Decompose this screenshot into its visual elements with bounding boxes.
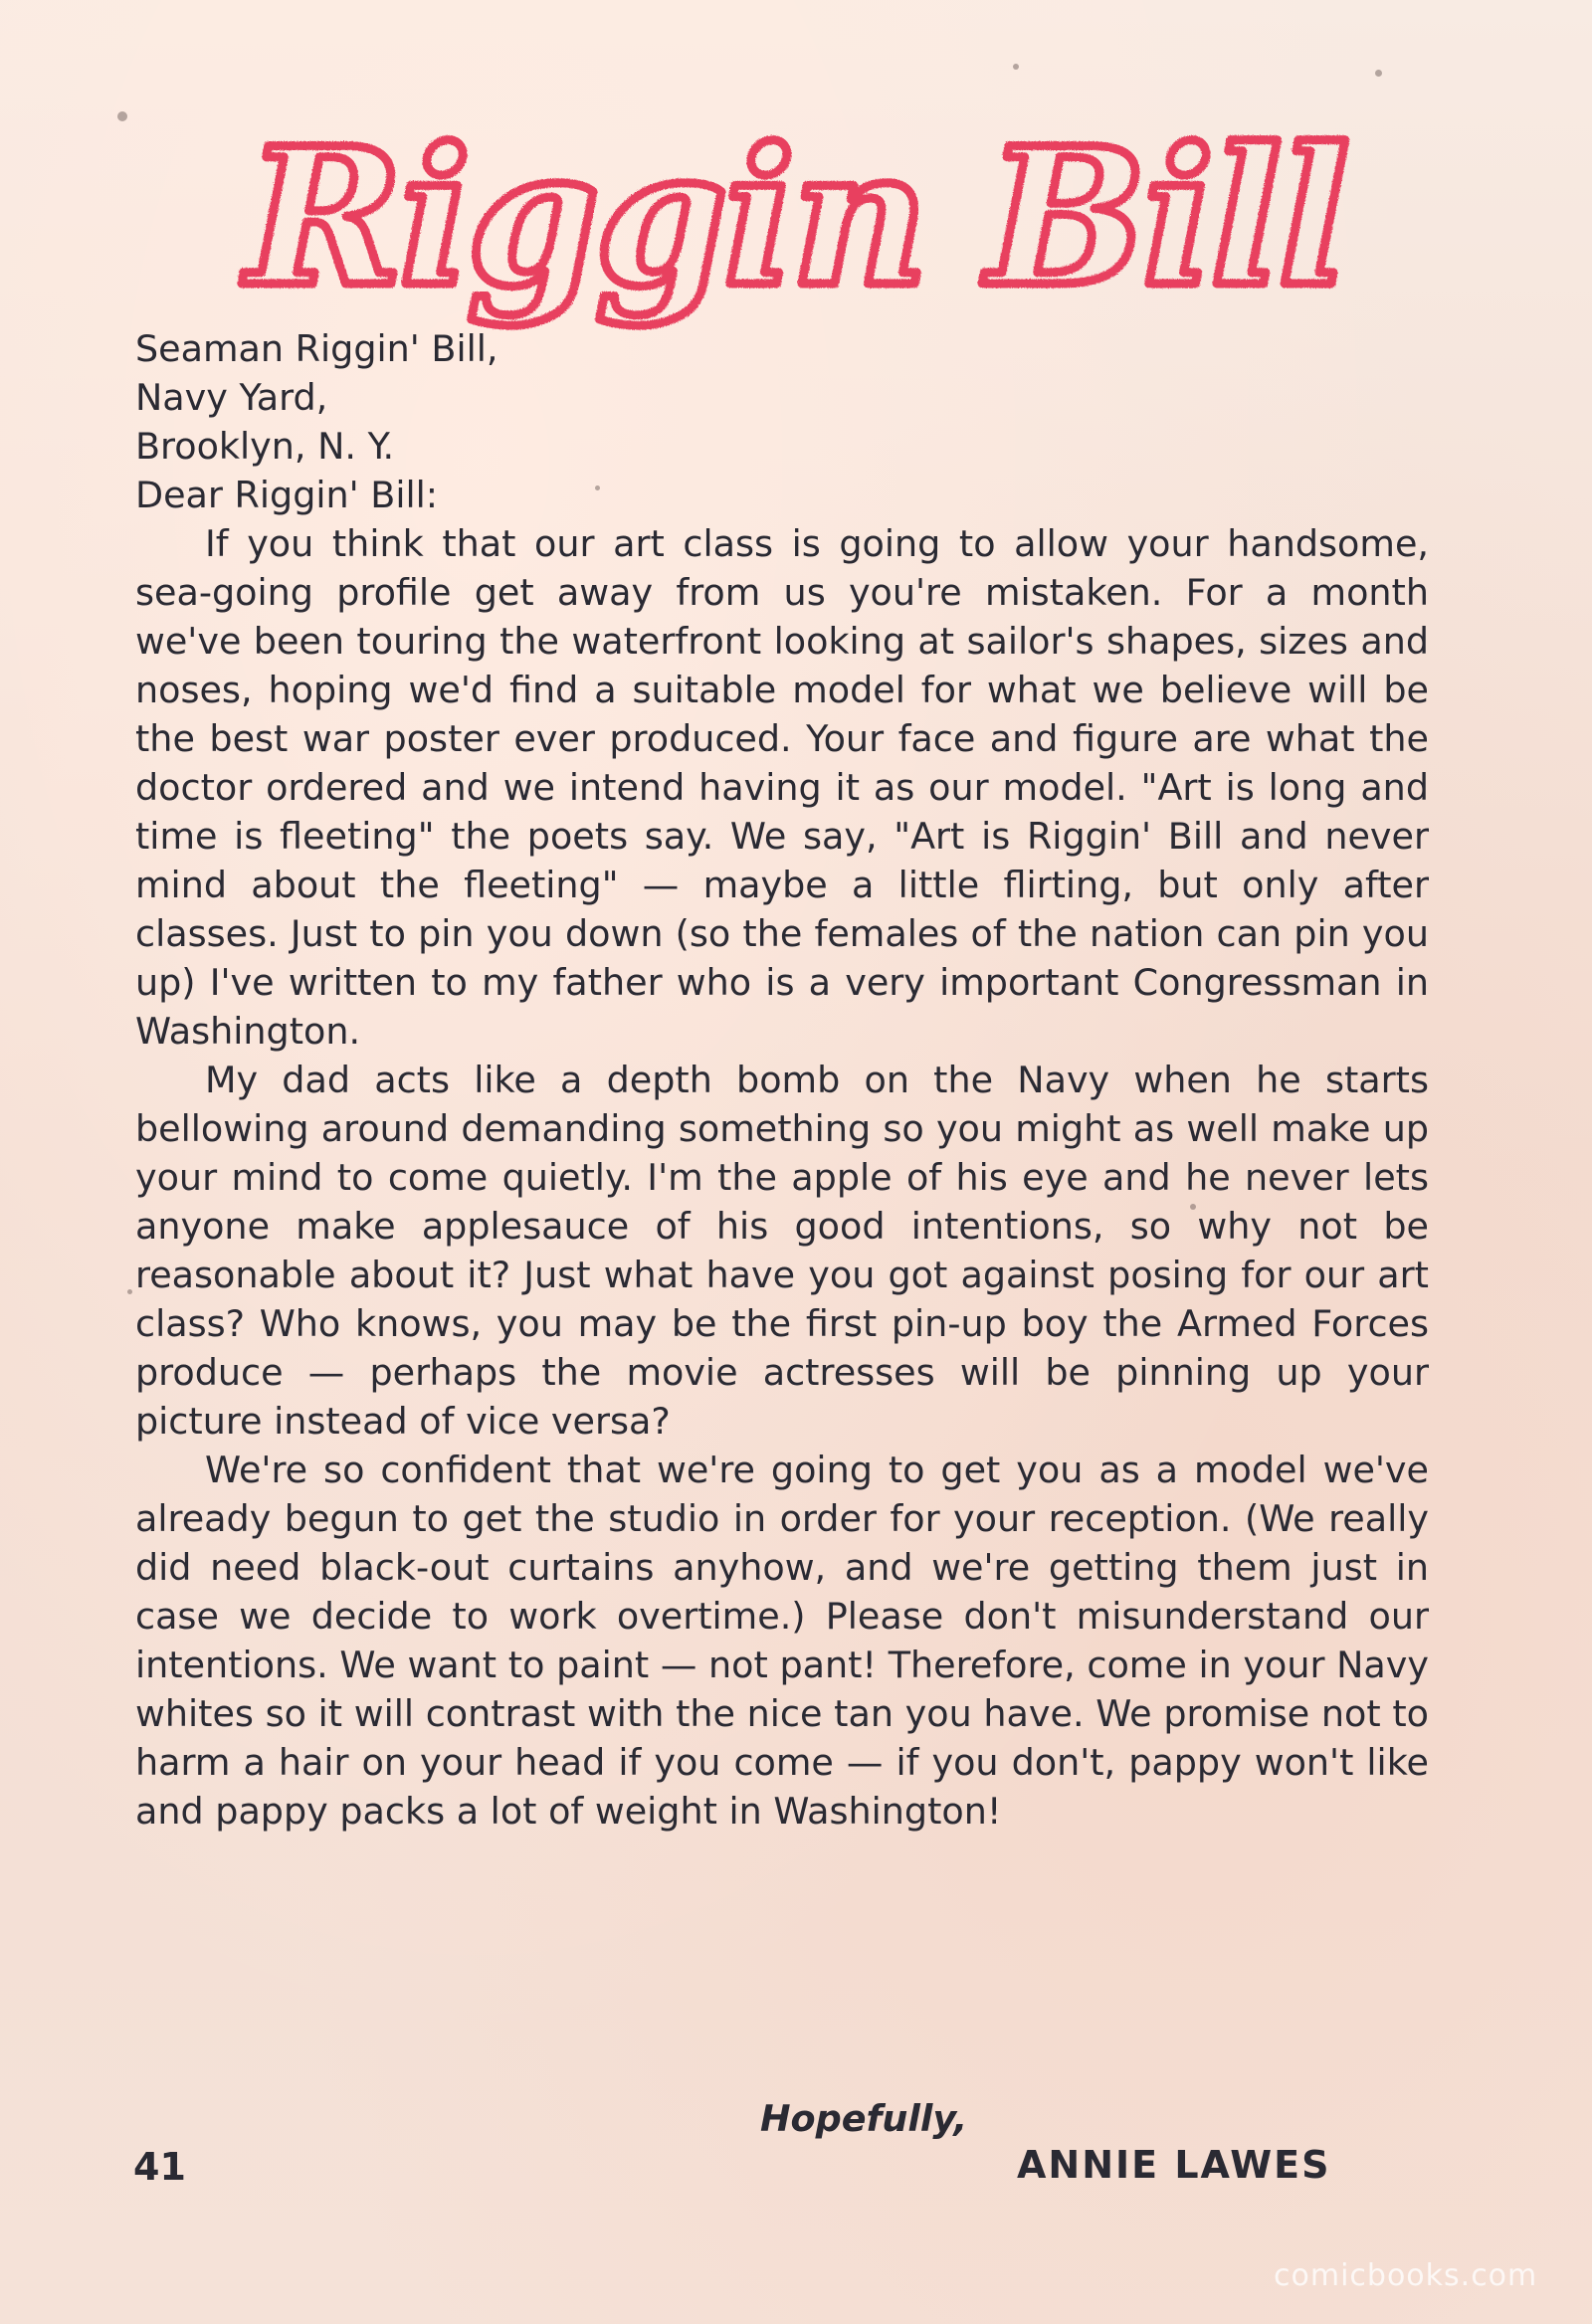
letter — [135, 324, 1429, 1836]
letter-paragraph-1: If you think that our art class is going to allow your handsome, sea-going profile get away from us you're mistaken. For a month we've been touring the waterfront looking at sailor's shapes, sizes and noses, hoping we'd find a suitable model for what we believe will be the best war poster ever produced. Your face and figure are what the doctor ordered and we intend having it as our model. "Art is long and time is fleeting" the poets say. We say, "Art is Riggin' Bill and never mind about the fleeting" — maybe a little flirting, but only after classes. Just to pin you down (so the females of the nation can pin you up) I've written to my father who is a very important Congressman in Washington. — [135, 522, 1429, 1053]
address-line-3: Brooklyn, N. Y. — [135, 425, 395, 468]
page-number: 41 — [133, 2145, 186, 2189]
paper-speck — [117, 111, 127, 121]
paper-speck — [127, 1289, 132, 1294]
riggin-bill-logo — [149, 129, 1443, 338]
sign-off: Hopefully, — [760, 2097, 968, 2140]
watermark: comicbooks.com — [1274, 2258, 1538, 2293]
paper-speck — [1375, 70, 1382, 77]
letter-paragraph-2: My dad acts like a depth bomb on the Navy when he starts bellowing around demanding something so you might as well make up your mind to come quietly. I'm the apple of his eye and he never lets anyone make applesauce of his good intentions, so why not be reasonable about it? Just what have you got against posing for our art class? Who knows, you may be the first pin-up boy the Armed Forces produce — perhaps the movie actresses will be pinning up your picture instead of vice versa? — [135, 1059, 1429, 1443]
address-line-2: Navy Yard, — [135, 376, 328, 419]
salutation: Dear Riggin' Bill: — [135, 474, 439, 516]
address-line-1: Seaman Riggin' Bill, — [135, 327, 498, 370]
letter-paragraph-3: We're so confident that we're going to get you as a model we've already begun to get the studio in order for your reception. (We really did need black-out curtains anyhow, and we're getting them just in case we decide to work overtime.) Please don't misunderstand our intentions. We want to paint — not pant! Therefore, come in your Navy whites so it will contrast with the nice tan you have. We promise not to harm a hair on your head if you come — if you don't, pappy won't like and pappy packs a lot of weight in Washington! — [135, 1449, 1429, 1833]
page-title — [149, 129, 1443, 338]
paper-speck — [1013, 64, 1019, 70]
signature: ANNIE LAWES — [1017, 2143, 1331, 2187]
title-text: Riggin Bill — [246, 129, 1346, 328]
